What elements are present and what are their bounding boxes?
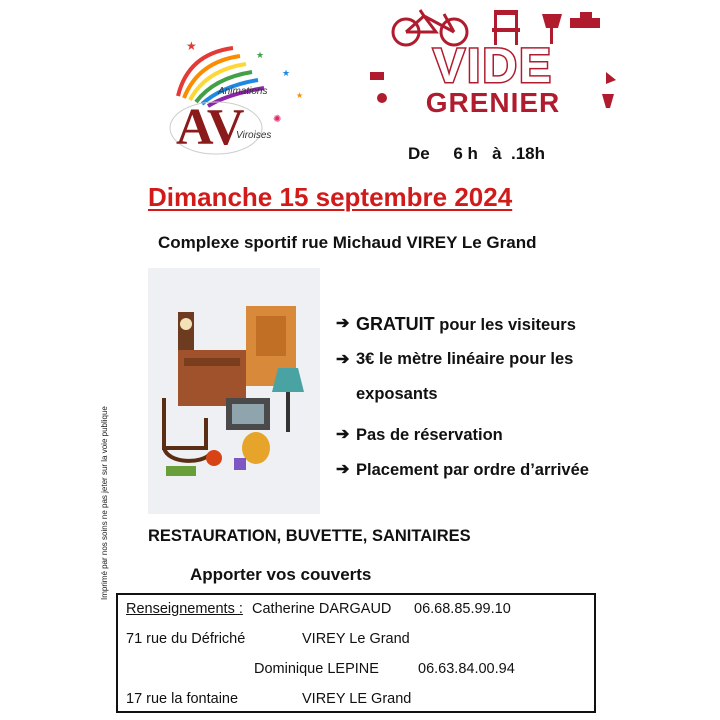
logo-letters: AV — [176, 99, 245, 156]
printing-note: Imprimé par nos soins ne pas jeter sur la voie publique — [100, 406, 109, 600]
title-vide: VIDE — [432, 40, 554, 93]
toys-icon — [166, 450, 246, 476]
contact-address: 71 rue du Défriché — [126, 631, 246, 647]
info-list — [336, 312, 636, 493]
contact-phone: 06.63.84.00.94 — [418, 661, 515, 677]
tv-icon — [226, 398, 270, 430]
logo-text-animations: Animations — [218, 86, 268, 97]
bullet-strong: GRATUIT — [356, 314, 435, 334]
arrow-right-icon: ➔ — [336, 351, 350, 368]
bring-cutlery-line: Apporter vos couverts — [190, 565, 372, 584]
contact-label: Renseignements : — [126, 601, 243, 617]
arrow-right-icon: ➔ — [336, 461, 350, 478]
list-item-free — [336, 312, 636, 337]
event-date: Dimanche 15 septembre 2024 — [148, 182, 513, 212]
vase-icon — [242, 432, 270, 464]
bullet-text: pour les visiteurs — [434, 316, 576, 334]
contact-box — [116, 593, 596, 713]
services-line: RESTAURATION, BUVETTE, SANITAIRES — [148, 527, 471, 545]
vide-grenier-title — [426, 40, 561, 118]
contact-city: VIREY LE Grand — [302, 691, 412, 707]
list-item-reservation — [336, 423, 636, 447]
list-item-price — [336, 348, 636, 412]
bullet-strong: 3€ — [356, 350, 375, 368]
bullet-text: Pas de réservation — [356, 426, 503, 444]
svg-text:✺: ✺ — [273, 114, 282, 125]
contact-address: 17 rue la fontaine — [126, 691, 239, 707]
arrow-right-icon: ➔ — [336, 315, 350, 332]
svg-text:★: ★ — [296, 91, 304, 100]
svg-text:★: ★ — [186, 39, 197, 53]
contact-name: Dominique LEPINE — [254, 661, 379, 677]
firework-swirl-icon — [178, 48, 264, 106]
arrow-right-icon: ➔ — [336, 426, 350, 443]
animations-viroises-logo — [158, 36, 308, 158]
logo-text-viroises: Viroises — [236, 130, 272, 141]
contact-phone: 06.68.85.99.10 — [414, 601, 511, 617]
opening-hours: De 6 h à .18h — [408, 144, 545, 163]
svg-text:★: ★ — [256, 50, 265, 60]
event-venue: Complexe sportif rue Michaud VIREY Le Grand — [158, 233, 537, 252]
flea-market-illustration — [148, 268, 320, 514]
contact-name: Catherine DARGAUD — [252, 601, 392, 617]
contact-city: VIREY Le Grand — [302, 631, 410, 647]
rocking-chair-icon — [164, 398, 210, 461]
lamp-shade-icon — [272, 368, 304, 432]
list-item-placement — [336, 458, 636, 482]
bullet-text: le mètre linéaire pour les exposants — [356, 350, 574, 403]
title-grenier: GRENIER — [425, 87, 561, 118]
desk-icon — [178, 350, 246, 406]
bullet-text: Placement par ordre d’arrivée — [356, 461, 589, 479]
vide-grenier-banner — [366, 2, 620, 130]
svg-text:★: ★ — [282, 68, 291, 78]
